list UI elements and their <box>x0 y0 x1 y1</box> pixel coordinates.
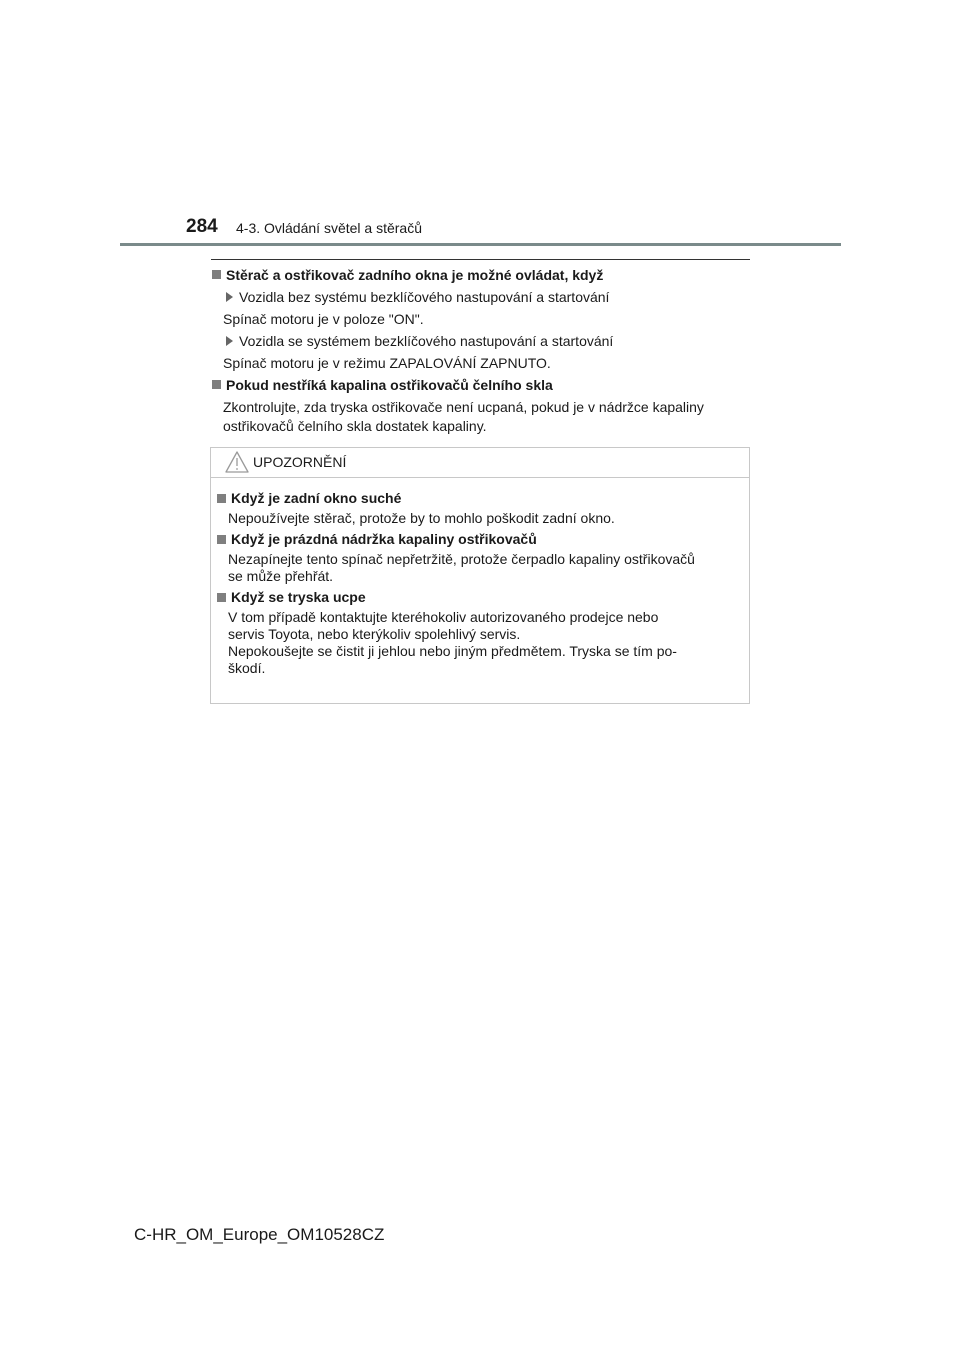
paragraph-line: škodí. <box>228 660 266 676</box>
section-title: 4-3. Ovládání světel a stěračů <box>236 220 422 236</box>
square-bullet-icon <box>217 593 226 602</box>
paragraph-line: se může přehřát. <box>228 568 334 584</box>
triangle-bullet-icon <box>226 292 233 302</box>
paragraph-line: V tom případě kontaktujte kteréhokoliv autorizovaného prodejce nebo <box>228 609 659 625</box>
section-heading: Pokud nestříká kapalina ostřikovačů čelního skla <box>210 376 750 395</box>
square-bullet-icon <box>212 270 221 279</box>
paragraph-line: Nepoužívejte stěrač, protože by to mohlo poškodit zadní okno. <box>228 510 615 526</box>
warning-item-heading: Když je zadní okno suché <box>215 490 739 507</box>
paragraph-line: Zkontrolujte, zda tryska ostřikovače není ucpaná, pokud je v nádržce kapaliny <box>223 399 704 415</box>
paragraph: Spínač motoru je v poloze "ON". <box>223 311 424 327</box>
warning-box <box>210 447 750 704</box>
paragraph: Spínač motoru je v režimu ZAPALOVÁNÍ ZAPNUTO. <box>223 355 551 371</box>
square-bullet-icon <box>217 494 226 503</box>
warning-item-heading: Když je prázdná nádržka kapaliny ostřikovačů <box>215 531 739 548</box>
main-content <box>210 266 750 439</box>
paragraph-line: Nezapínejte tento spínač nepřetržitě, protože čerpadlo kapaliny ostřikovačů <box>228 551 695 567</box>
square-bullet-icon <box>217 535 226 544</box>
page-number: 284 <box>186 216 218 237</box>
document-code: C-HR_OM_Europe_OM10528CZ <box>134 1225 385 1244</box>
condition-bullet: Vozidla se systémem bezklíčového nastupování a startování <box>210 332 750 351</box>
warning-triangle-icon <box>225 451 249 473</box>
warning-body <box>211 478 749 677</box>
warning-item-heading: Když se tryska ucpe <box>215 589 739 606</box>
section-heading: Stěrač a ostřikovač zadního okna je možné ovládat, když <box>210 266 750 285</box>
paragraph-line: ostřikovačů čelního skla dostatek kapaliny. <box>223 418 487 434</box>
condition-bullet: Vozidla bez systému bezklíčového nastupování a startování <box>210 288 750 307</box>
content-rule <box>211 259 750 260</box>
square-bullet-icon <box>212 380 221 389</box>
paragraph-line: Nepokoušejte se čistit ji jehlou nebo jiným předmětem. Tryska se tím po- <box>228 643 677 659</box>
paragraph-line: servis Toyota, nebo kterýkoliv spolehlivý servis. <box>228 626 521 642</box>
triangle-bullet-icon <box>226 336 233 346</box>
warning-header <box>211 448 749 478</box>
warning-title: UPOZORNĚNÍ <box>253 454 347 470</box>
header-rule <box>120 243 841 246</box>
